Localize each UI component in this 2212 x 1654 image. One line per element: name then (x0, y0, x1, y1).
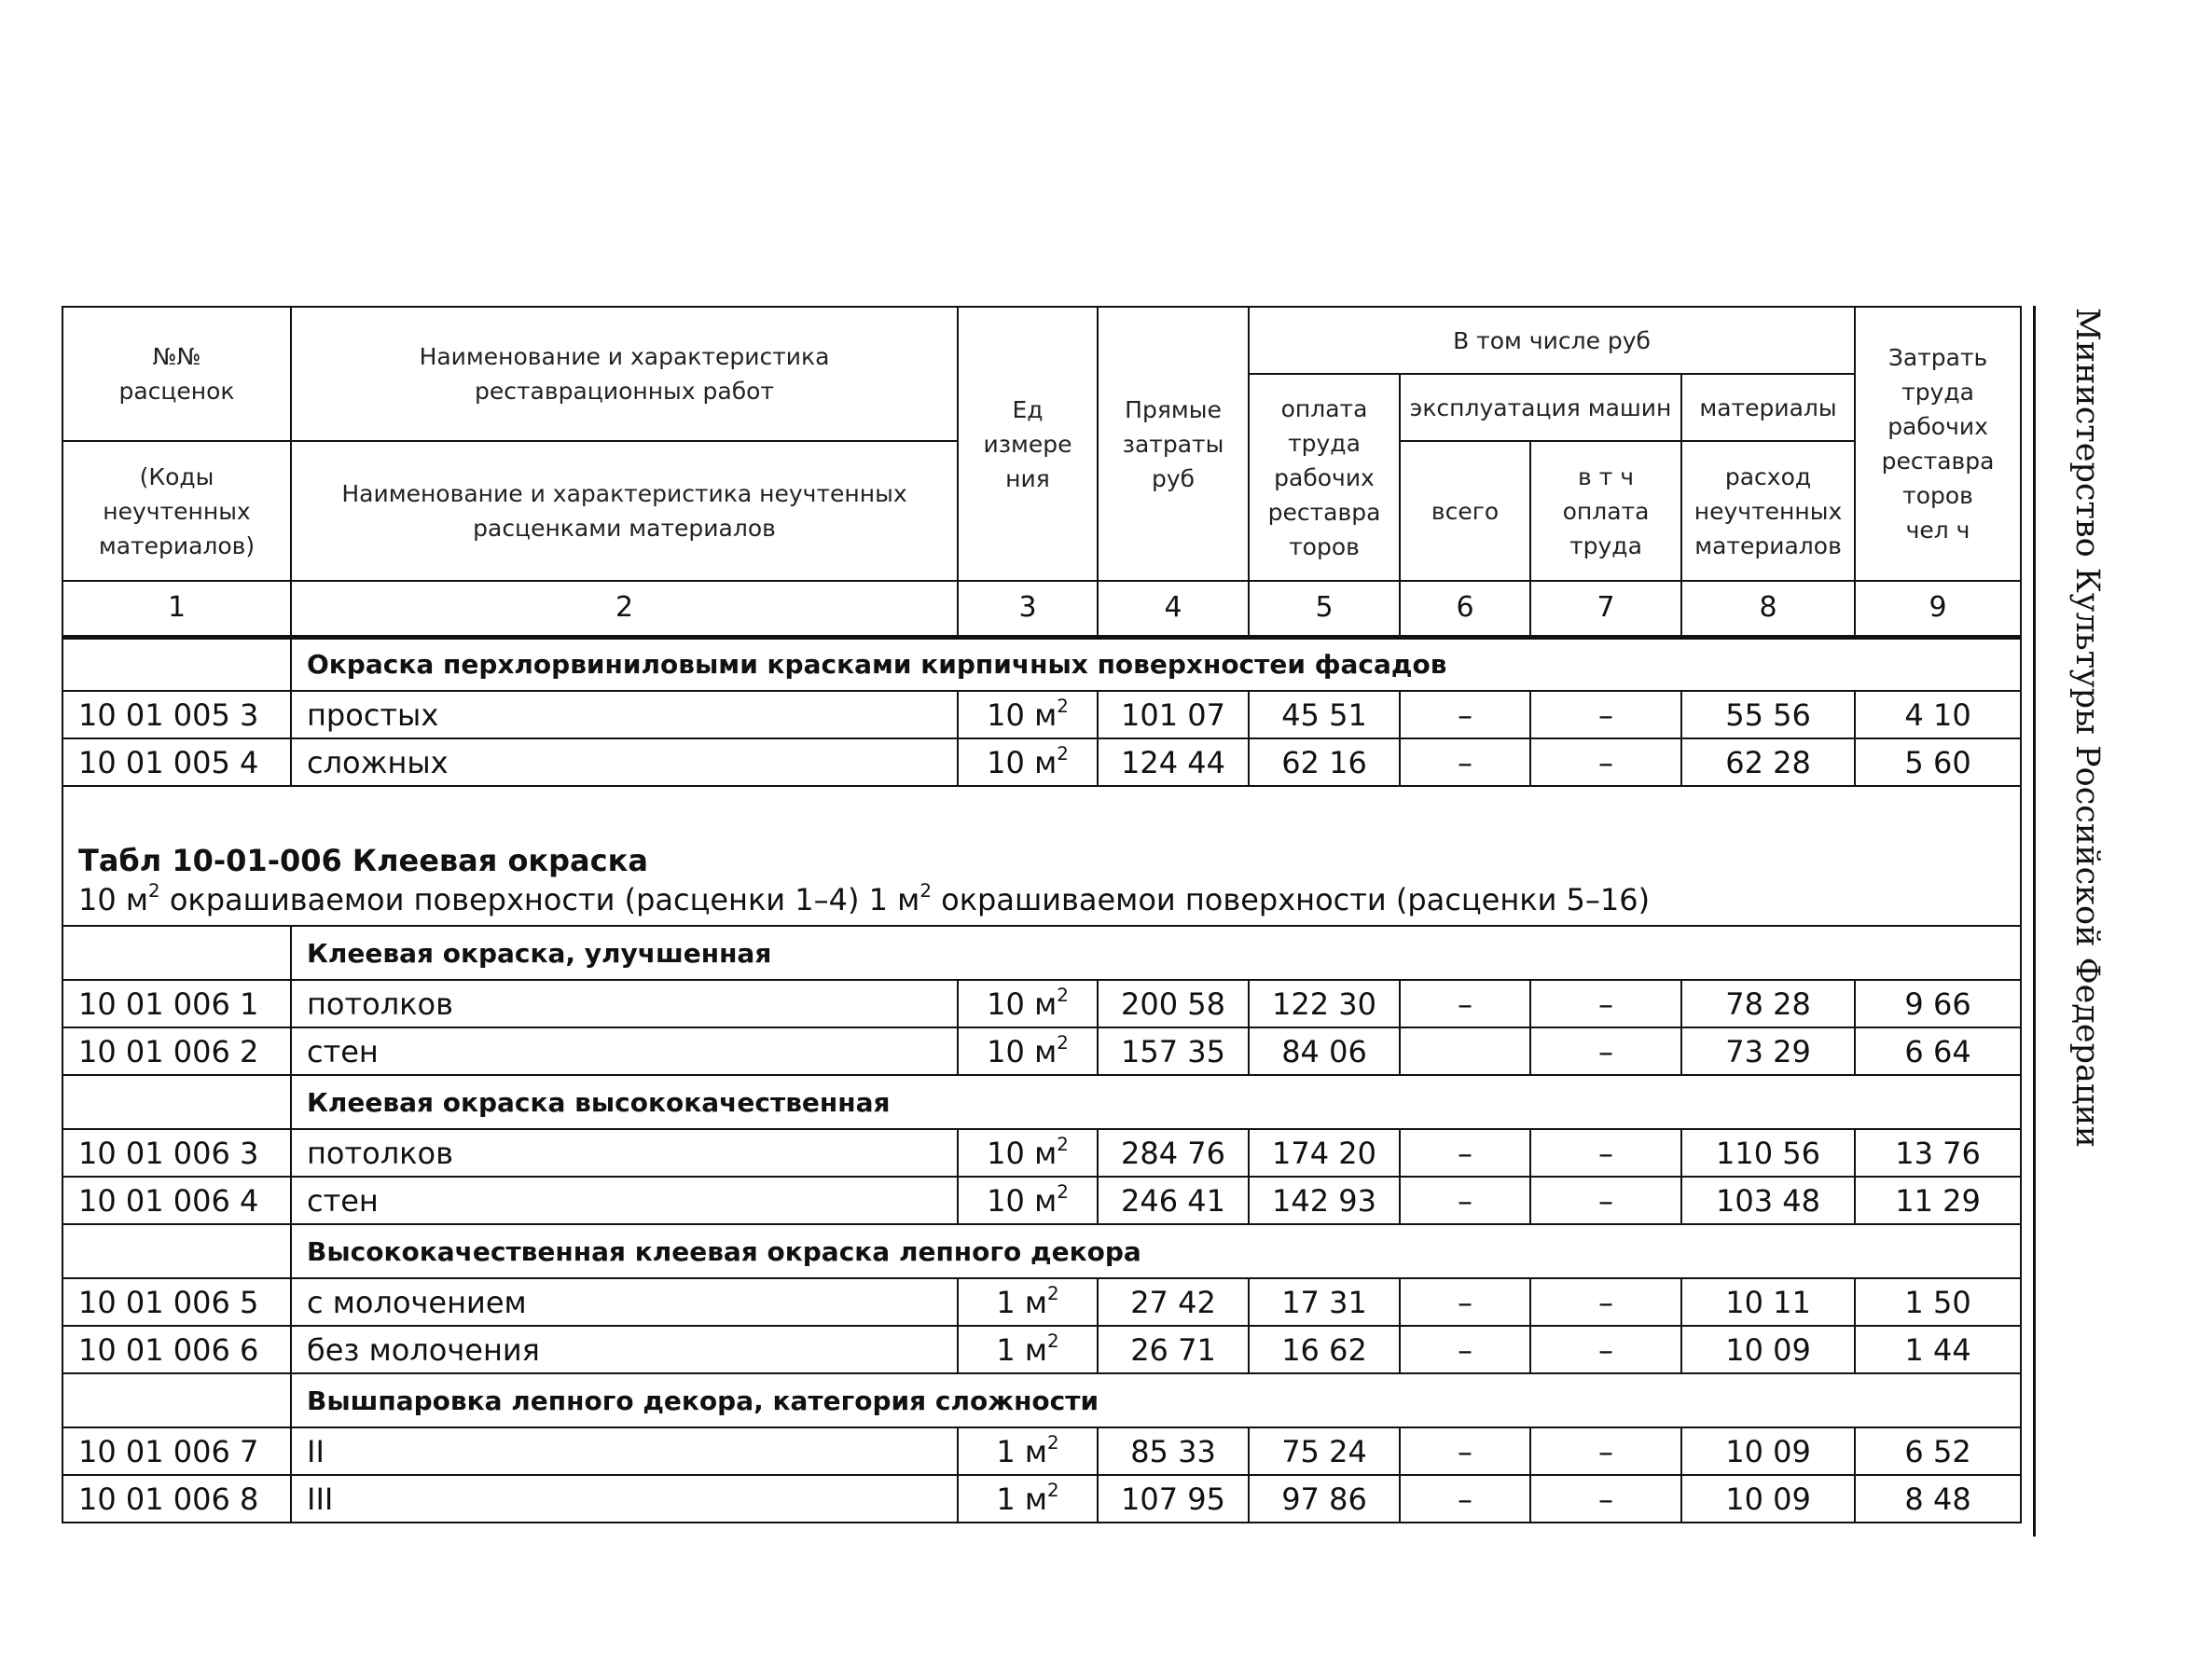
labor-hours: 1 50 (1855, 1278, 2021, 1326)
materials: 110 56 (1681, 1129, 1855, 1177)
column-number: 3 (958, 581, 1098, 637)
unit: 10 $м^2$ (958, 1129, 1098, 1177)
rate-code: 10 01 006 4 (62, 1177, 291, 1224)
materials: 62 28 (1681, 738, 1855, 786)
header-direct-costs: Прямые затраты руб (1098, 307, 1249, 581)
section-title: Окраска перхлорвиниловыми красками кирпичных поверхностеи фасадов (291, 637, 2021, 691)
materials: 10 09 (1681, 1427, 1855, 1475)
rate-code: 10 01 006 2 (62, 1027, 291, 1075)
header-machines: эксплуатация машин (1400, 374, 1681, 441)
unit: 10 $м^2$ (958, 1027, 1098, 1075)
section-title: Клеевая окраска, улучшенная (291, 926, 2021, 980)
labor-pay: 84 06 (1249, 1027, 1400, 1075)
labor-pay: 122 30 (1249, 980, 1400, 1027)
rate-code: 10 01 006 7 (62, 1427, 291, 1475)
direct-costs: 26 71 (1098, 1326, 1249, 1373)
unit: 10 $м^2$ (958, 980, 1098, 1027)
materials: 10 09 (1681, 1326, 1855, 1373)
section-header-row (62, 637, 2021, 691)
unit: 1 $м^2$ (958, 1475, 1098, 1523)
machines-labor: – (1530, 1177, 1681, 1224)
table-row (62, 1027, 2021, 1075)
column-number: 4 (1098, 581, 1249, 637)
side-rule (2033, 306, 2036, 1537)
machines-total: – (1400, 1427, 1530, 1475)
machines-total: – (1400, 980, 1530, 1027)
direct-costs: 246 41 (1098, 1177, 1249, 1224)
section-header-row (62, 926, 2021, 980)
work-name: с молочением (291, 1278, 958, 1326)
work-name: стен (291, 1177, 958, 1224)
table-row (62, 738, 2021, 786)
machines-total (1400, 1027, 1530, 1075)
labor-hours: 11 29 (1855, 1177, 2021, 1224)
materials: 55 56 (1681, 691, 1855, 738)
direct-costs: 27 42 (1098, 1278, 1249, 1326)
materials: 10 09 (1681, 1475, 1855, 1523)
header-material-names: Наименование и характеристика неучтенных расценками материалов (291, 441, 958, 581)
labor-hours: 8 48 (1855, 1475, 2021, 1523)
section-header-row (62, 1373, 2021, 1427)
labor-pay: 16 62 (1249, 1326, 1400, 1373)
labor-hours: 1 44 (1855, 1326, 2021, 1373)
machines-labor: – (1530, 980, 1681, 1027)
direct-costs: 101 07 (1098, 691, 1249, 738)
empty-cell (62, 637, 291, 691)
machines-total: – (1400, 1475, 1530, 1523)
column-number: 2 (291, 581, 958, 637)
table-row (62, 1278, 2021, 1326)
labor-hours: 5 60 (1855, 738, 2021, 786)
work-name: II (291, 1427, 958, 1475)
work-name: потолков (291, 1129, 958, 1177)
machines-labor: – (1530, 1326, 1681, 1373)
header-machines-total: всего (1400, 441, 1530, 581)
column-number: 5 (1249, 581, 1400, 637)
header-material-codes: (Коды неучтенных материалов) (62, 441, 291, 581)
rate-code: 10 01 005 4 (62, 738, 291, 786)
machines-total: – (1400, 1326, 1530, 1373)
labor-pay: 17 31 (1249, 1278, 1400, 1326)
column-numbers-row (62, 581, 2021, 637)
labor-pay: 97 86 (1249, 1475, 1400, 1523)
table-row (62, 1326, 2021, 1373)
column-number: 8 (1681, 581, 1855, 637)
direct-costs: 284 76 (1098, 1129, 1249, 1177)
rate-code: 10 01 006 6 (62, 1326, 291, 1373)
section-title: Высококачественная клеевая окраска лепного декора (291, 1224, 2021, 1278)
machines-labor: – (1530, 1475, 1681, 1523)
header-machines-labor: в т ч оплата труда (1530, 441, 1681, 581)
rate-code: 10 01 005 3 (62, 691, 291, 738)
direct-costs: 200 58 (1098, 980, 1249, 1027)
table-title: Табл 10-01-006 Клеевая окраска (78, 843, 648, 878)
price-table (62, 306, 2022, 1523)
rate-code: 10 01 006 3 (62, 1129, 291, 1177)
unit: 10 $м^2$ (958, 1177, 1098, 1224)
unit: 1 $м^2$ (958, 1427, 1098, 1475)
column-number: 1 (62, 581, 291, 637)
table-row (62, 1475, 2021, 1523)
empty-cell (62, 1373, 291, 1427)
section-header-row (62, 1075, 2021, 1129)
labor-hours: 4 10 (1855, 691, 2021, 738)
section-title: Клеевая окраска высококачественная (291, 1075, 2021, 1129)
materials: 10 11 (1681, 1278, 1855, 1326)
materials: 78 28 (1681, 980, 1855, 1027)
labor-hours: 6 52 (1855, 1427, 2021, 1475)
unit: 1 $м^2$ (958, 1278, 1098, 1326)
machines-total: – (1400, 1177, 1530, 1224)
unit: 10 $м^2$ (958, 691, 1098, 738)
section-title: Вышпаровка лепного декора, категория сложности (291, 1373, 2021, 1427)
direct-costs: 124 44 (1098, 738, 1249, 786)
rate-code: 10 01 006 1 (62, 980, 291, 1027)
rate-code: 10 01 006 8 (62, 1475, 291, 1523)
materials: 103 48 (1681, 1177, 1855, 1224)
empty-cell (62, 1075, 291, 1129)
empty-cell (62, 1224, 291, 1278)
unit: 10 $м^2$ (958, 738, 1098, 786)
machines-labor: – (1530, 1278, 1681, 1326)
machines-total: – (1400, 691, 1530, 738)
labor-hours: 9 66 (1855, 980, 2021, 1027)
machines-labor: – (1530, 738, 1681, 786)
table-subtitle: 10 $м^2$ окрашиваемои поверхности (расценки 1–4) 1 $м^2$ окрашиваемои поверхности (расценки 5–16) (78, 880, 1651, 917)
labor-pay: 62 16 (1249, 738, 1400, 786)
work-name: без молочения (291, 1326, 958, 1373)
table-row (62, 691, 2021, 738)
labor-pay: 45 51 (1249, 691, 1400, 738)
machines-total: – (1400, 1278, 1530, 1326)
direct-costs: 107 95 (1098, 1475, 1249, 1523)
work-name: потолков (291, 980, 958, 1027)
table-title-row (62, 786, 2021, 926)
machines-total: – (1400, 1129, 1530, 1177)
labor-hours: 6 64 (1855, 1027, 2021, 1075)
labor-pay: 142 93 (1249, 1177, 1400, 1224)
header-labor-pay: оплата труда рабочих реставра торов (1249, 374, 1400, 581)
column-number: 7 (1530, 581, 1681, 637)
header-materials: материалы (1681, 374, 1855, 441)
work-name: сложных (291, 738, 958, 786)
column-number: 6 (1400, 581, 1530, 637)
work-name: простых (291, 691, 958, 738)
section-header-row (62, 1224, 2021, 1278)
materials: 73 29 (1681, 1027, 1855, 1075)
table-title-block (62, 786, 2021, 926)
machines-labor: – (1530, 1427, 1681, 1475)
header-unaccounted-materials: расход неучтенных материалов (1681, 441, 1855, 581)
work-name: III (291, 1475, 958, 1523)
header-unit: Ед измере ния (958, 307, 1098, 581)
table-row (62, 1427, 2021, 1475)
unit: 1 $м^2$ (958, 1326, 1098, 1373)
labor-pay: 174 20 (1249, 1129, 1400, 1177)
empty-cell (62, 926, 291, 980)
table-row (62, 1129, 2021, 1177)
header-including-group: В том числе руб (1249, 307, 1855, 374)
work-name: стен (291, 1027, 958, 1075)
column-number: 9 (1855, 581, 2021, 637)
rate-code: 10 01 006 5 (62, 1278, 291, 1326)
direct-costs: 85 33 (1098, 1427, 1249, 1475)
machines-labor: – (1530, 1027, 1681, 1075)
machines-labor: – (1530, 1129, 1681, 1177)
header-work-name: Наименование и характеристика реставрационных работ (291, 307, 958, 441)
side-title: Министерство Культуры Российской Федерации (2068, 308, 2106, 1149)
machines-total: – (1400, 738, 1530, 786)
labor-pay: 75 24 (1249, 1427, 1400, 1475)
machines-labor: – (1530, 691, 1681, 738)
labor-hours: 13 76 (1855, 1129, 2021, 1177)
header-labor-hours: Затрать труда рабочих реставра торов чел ч (1855, 307, 2021, 581)
table-row (62, 980, 2021, 1027)
table-row (62, 1177, 2021, 1224)
direct-costs: 157 35 (1098, 1027, 1249, 1075)
header-rate-number: №№ расценок (62, 307, 291, 441)
